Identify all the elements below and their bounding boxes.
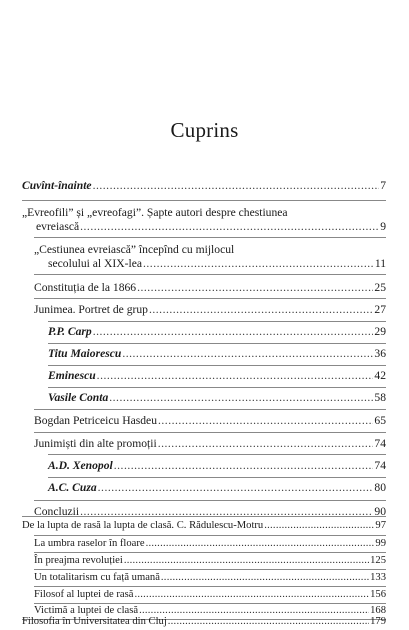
toc-entry-title: Junimiști din alte promoții bbox=[34, 437, 157, 450]
toc-entry-title: Junimea. Portret de grup bbox=[34, 303, 148, 316]
toc-entry-title: „Cestiunea evreiască” începînd cu mijlocul bbox=[34, 243, 235, 256]
toc-entry-title: „Evreofili” și „evreofagi”. Șapte autori despre chestiunea bbox=[22, 206, 288, 219]
toc-entry-title-continued: secolului al XIX-lea bbox=[48, 257, 143, 270]
section-divider bbox=[34, 535, 386, 536]
leader-dots bbox=[98, 481, 374, 495]
leader-dots bbox=[264, 520, 374, 532]
toc-entry-title: Bogdan Petriceicu Hasdeu bbox=[34, 414, 157, 427]
toc-entry-section[interactable] bbox=[22, 520, 386, 532]
toc-entry-page: 11 bbox=[374, 257, 386, 270]
leader-dots bbox=[109, 391, 373, 405]
section-divider bbox=[34, 409, 386, 410]
toc-entry-foreword[interactable] bbox=[22, 179, 386, 193]
toc-entry-chapter[interactable] bbox=[34, 243, 386, 271]
toc-entry-title: La umbra raselor în floare bbox=[34, 538, 145, 549]
toc-entry-title: Un totalitarism cu față umană bbox=[34, 572, 160, 583]
toc-entry-page: 168 bbox=[370, 605, 386, 616]
toc-entry-page: 36 bbox=[374, 347, 386, 360]
section-divider bbox=[48, 387, 386, 388]
toc-entry-page: 65 bbox=[374, 414, 386, 427]
toc-entry-page: 25 bbox=[374, 281, 386, 294]
toc-entry-subchapter[interactable] bbox=[48, 325, 386, 339]
toc-entry-chapter[interactable] bbox=[34, 572, 386, 584]
toc-entry-title: Filosof al luptei de rasă bbox=[34, 589, 134, 600]
leader-dots bbox=[134, 589, 369, 601]
toc-entry-page: 179 bbox=[370, 616, 386, 627]
toc-entry-page: 90 bbox=[374, 505, 386, 518]
section-divider bbox=[34, 603, 386, 604]
toc-entry-title: Vasile Conta bbox=[48, 391, 109, 404]
toc-entry-title: Victimă a luptei de clasă bbox=[34, 605, 139, 616]
section-divider bbox=[22, 200, 386, 201]
leader-dots bbox=[146, 538, 375, 550]
toc-entry-subchapter[interactable] bbox=[48, 391, 386, 405]
leader-dots bbox=[149, 303, 373, 317]
section-divider bbox=[48, 365, 386, 366]
toc-entry-title: P.P. Carp bbox=[48, 325, 92, 338]
leader-dots bbox=[97, 369, 374, 383]
toc-entry-page: 74 bbox=[374, 437, 386, 450]
toc-entry-chapter[interactable] bbox=[34, 589, 386, 601]
section-divider bbox=[34, 237, 386, 238]
toc-entry-section[interactable] bbox=[22, 616, 386, 628]
page-title: Cuprins bbox=[170, 118, 239, 142]
toc-entry-chapter[interactable] bbox=[34, 437, 386, 451]
leader-dots bbox=[161, 572, 369, 584]
toc-entry-title: Filosofia în Universitatea din Cluj bbox=[22, 616, 167, 627]
section-divider bbox=[48, 454, 386, 455]
section-divider bbox=[48, 321, 386, 322]
toc-entry-page: 58 bbox=[374, 391, 386, 404]
toc-entry-title: A.C. Cuza bbox=[48, 481, 97, 494]
leader-dots bbox=[93, 325, 374, 339]
section-divider bbox=[34, 274, 386, 275]
toc-entry-page: 42 bbox=[374, 369, 386, 382]
toc-entry-page: 7 bbox=[380, 179, 386, 192]
toc-entry-page: 133 bbox=[370, 572, 386, 583]
toc-entry-subchapter[interactable] bbox=[48, 347, 386, 361]
leader-dots bbox=[168, 616, 369, 628]
toc-entry-section[interactable] bbox=[22, 206, 386, 234]
toc-entry-title: De la lupta de rasă la lupta de clasă. C. Rădulescu-Motru bbox=[22, 520, 264, 531]
toc-entry-page: 9 bbox=[380, 220, 386, 233]
toc-entry-subchapter[interactable] bbox=[48, 459, 386, 473]
toc-entry-title: A.D. Xenopol bbox=[48, 459, 113, 472]
section-divider bbox=[48, 477, 386, 478]
section-divider bbox=[34, 298, 386, 299]
toc-entry-page: 27 bbox=[374, 303, 386, 316]
toc-entry-page: 29 bbox=[374, 325, 386, 338]
toc-entry-subchapter[interactable] bbox=[48, 369, 386, 383]
toc-entry-chapter[interactable] bbox=[34, 538, 386, 550]
toc-entry-subchapter[interactable] bbox=[48, 481, 386, 495]
toc-entry-title: Concluzii bbox=[34, 505, 80, 518]
toc-entry-page: 156 bbox=[370, 589, 386, 600]
toc-entry-title: În preajma revoluției bbox=[34, 555, 123, 566]
toc-entry-page: 99 bbox=[375, 538, 386, 549]
section-divider bbox=[48, 343, 386, 344]
section-divider bbox=[34, 569, 386, 570]
leader-dots bbox=[80, 220, 379, 234]
toc-entry-page: 74 bbox=[374, 459, 386, 472]
toc-entry-chapter[interactable] bbox=[34, 303, 386, 317]
toc-entry-chapter[interactable] bbox=[34, 414, 386, 428]
toc-entry-chapter[interactable] bbox=[34, 281, 386, 295]
section-divider bbox=[34, 552, 386, 553]
leader-dots bbox=[158, 414, 373, 428]
toc-entry-title-continued: evreiască bbox=[36, 220, 80, 233]
leader-dots bbox=[114, 459, 374, 473]
toc-entry-title: Titu Maiorescu bbox=[48, 347, 122, 360]
toc-entry-title: Eminescu bbox=[48, 369, 96, 382]
toc-entry-page: 80 bbox=[374, 481, 386, 494]
toc-entry-chapter[interactable] bbox=[34, 555, 386, 567]
section-divider bbox=[34, 586, 386, 587]
toc-entry-page: 97 bbox=[375, 520, 386, 531]
leader-dots bbox=[143, 257, 374, 271]
toc-entry-title: Cuvînt-înainte bbox=[22, 179, 92, 192]
section-divider bbox=[34, 500, 386, 501]
leader-dots bbox=[158, 437, 374, 451]
section-divider bbox=[22, 516, 386, 517]
leader-dots bbox=[93, 179, 380, 193]
toc-entry-page: 125 bbox=[370, 555, 386, 566]
section-divider bbox=[34, 432, 386, 433]
leader-dots bbox=[122, 347, 373, 361]
toc-entry-title: Constituția de la 1866 bbox=[34, 281, 137, 294]
leader-dots bbox=[124, 555, 369, 567]
leader-dots bbox=[137, 281, 373, 295]
